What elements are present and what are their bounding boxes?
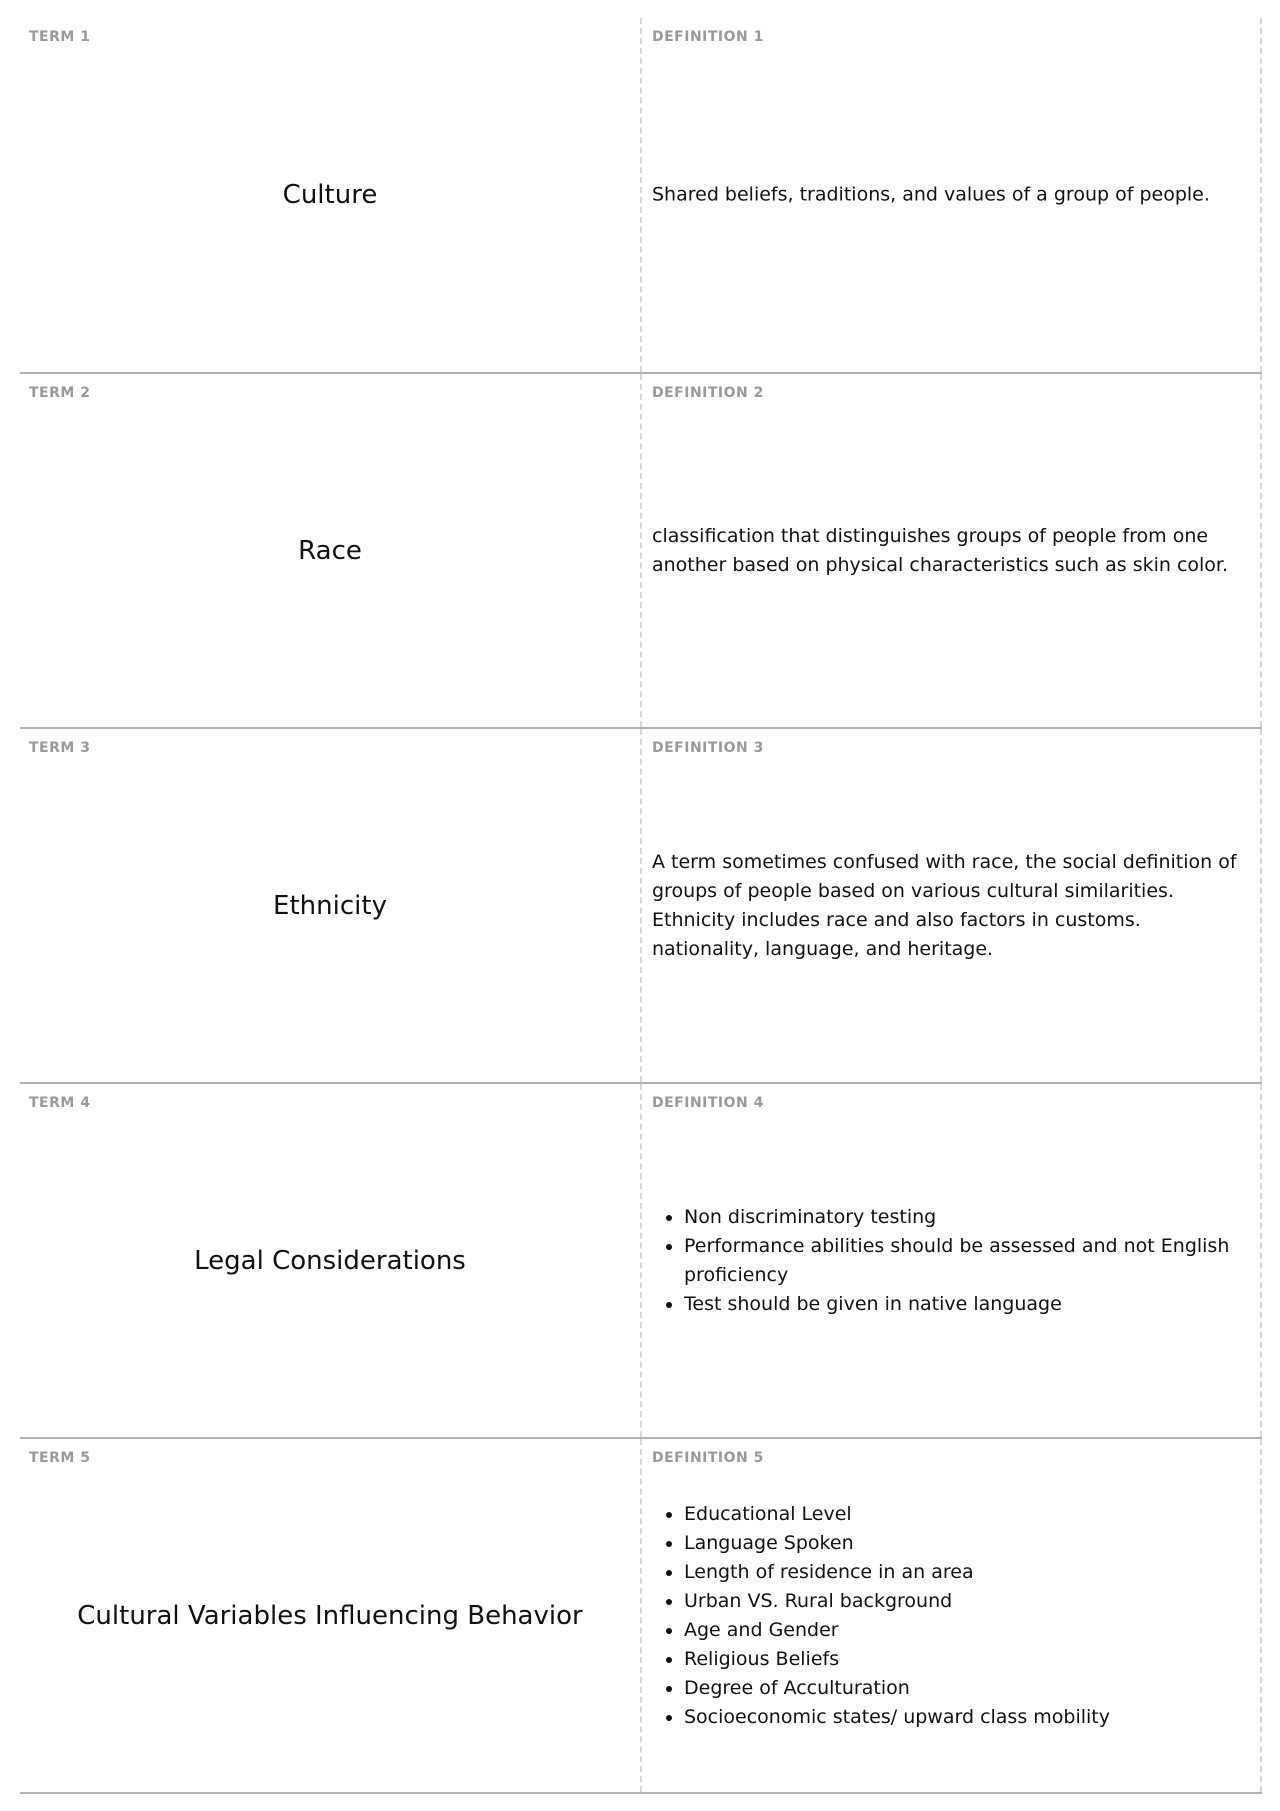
definition-cell-4 [642, 1084, 1262, 1437]
definition-bullet: • Degree of Acculturation [684, 1674, 1252, 1703]
definition-bullet: • Language Spoken [684, 1529, 1252, 1558]
definition-label: DEFINITION 5 [652, 1450, 764, 1466]
definition-cell-1 [642, 18, 1262, 372]
flashcard-5 [20, 1439, 1262, 1794]
definition-bullet: • Socioeconomic states/ upward class mobility [684, 1703, 1252, 1732]
term-label: TERM 1 [29, 29, 91, 45]
term-cell-1 [20, 18, 642, 372]
definition-cell-5 [642, 1439, 1262, 1792]
definition-bullet: • Non discriminatory testing [684, 1203, 1252, 1232]
term-text: Cultural Variables Influencing Behavior [77, 1600, 583, 1631]
definition-text: A term sometimes confused with race, the social definition of groups of people based on various cultural similarities. Ethnicity includes race and also factors in customs. nationality, language, and heritage. [652, 850, 1237, 960]
term-label: TERM 4 [29, 1095, 91, 1111]
definition-bullet: • Urban VS. Rural background [684, 1587, 1252, 1616]
definition-bullet: • Educational Level [684, 1500, 1252, 1529]
definition-bullet: • Test should be given in native language [684, 1290, 1252, 1319]
definition-bullet: • Age and Gender [684, 1616, 1252, 1645]
definition-bullet-list [652, 1203, 1252, 1319]
flashcard-1 [20, 18, 1262, 374]
definition-bullet: • Length of residence in an area [684, 1558, 1252, 1587]
definition-text: Shared beliefs, traditions, and values of a group of people. [652, 183, 1210, 206]
flashcard-2 [20, 374, 1262, 729]
definition-cell-3 [642, 729, 1262, 1082]
term-cell-2 [20, 374, 642, 727]
flashcard-3 [20, 729, 1262, 1084]
term-text: Race [298, 535, 362, 566]
term-text: Ethnicity [273, 890, 387, 921]
term-text: Culture [282, 180, 378, 210]
term-text: Legal Considerations [194, 1245, 466, 1276]
term-cell-3 [20, 729, 642, 1082]
term-label: TERM 2 [29, 385, 91, 401]
definition-label: DEFINITION 1 [652, 29, 764, 45]
term-cell-4 [20, 1084, 642, 1437]
definition-bullet-list [652, 1500, 1252, 1732]
definition-bullet: • Performance abilities should be assessed and not English proficiency [684, 1232, 1252, 1290]
definition-label: DEFINITION 2 [652, 385, 764, 401]
term-label: TERM 3 [29, 740, 91, 756]
definition-bullet: • Religious Beliefs [684, 1645, 1252, 1674]
flashcard-list [20, 18, 1262, 1794]
definition-label: DEFINITION 3 [652, 740, 764, 756]
definition-cell-2 [642, 374, 1262, 727]
term-label: TERM 5 [29, 1450, 91, 1466]
flashcard-4 [20, 1084, 1262, 1439]
definition-label: DEFINITION 4 [652, 1095, 764, 1111]
definition-text: classification that distinguishes groups of people from one another based on physical characteristics such as skin color. [652, 524, 1229, 576]
term-cell-5 [20, 1439, 642, 1792]
